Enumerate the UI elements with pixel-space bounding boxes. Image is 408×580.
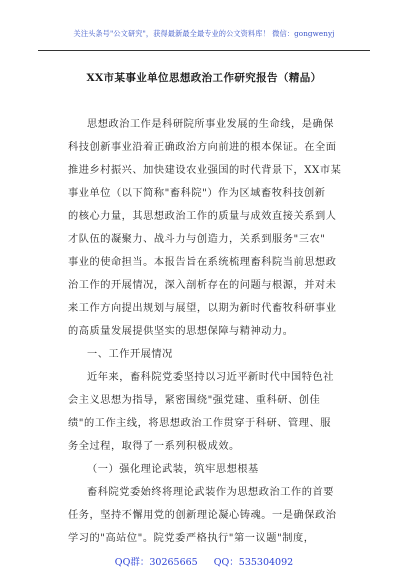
body-line: 来工作方向提出规划与展望，以期为新时代畜牧科研事业 xyxy=(68,303,337,314)
body-line: 科技创新事业沿着正确政治方向前进的根本保证。在全面 xyxy=(68,142,337,153)
body-line: 任务，坚持不懈用党的创新理论凝心铸魂。一是确保政治 xyxy=(68,510,337,521)
body-line: 近年来，畜科院党委坚持以习近平新时代中国特色社 xyxy=(87,372,334,383)
body-line: 才队伍的凝聚力、战斗力与创造力，关系到服务"三农" xyxy=(68,234,326,245)
document-title: XX市某事业单位思想政治工作研究报告（精品） xyxy=(86,72,322,84)
body-line: 治工作的开展情况，深入剖析存在的问题与根源，并对未 xyxy=(68,280,337,291)
body-line: 务全过程，取得了一系列积极成效。 xyxy=(68,441,240,452)
section-heading: 一、工作开展情况 xyxy=(87,349,173,360)
body-line: 事业单位（以下简称"畜科院"）作为区域畜牧科技创新 xyxy=(68,188,326,199)
subsection-heading: （一）强化理论武装，筑牢思想根基 xyxy=(87,464,259,475)
footer-qq-number: QQ：535304092 xyxy=(213,557,294,568)
body-line: 的高质量发展提供坚实的思想保障与精神动力。 xyxy=(68,326,294,337)
header-divider xyxy=(38,50,370,51)
footer-qq-group: QQ群：30265665 xyxy=(114,557,198,568)
body-line: 会主义思想为指导，紧密围绕"强党建、重科研、创佳 xyxy=(68,395,321,406)
body-line: 事业的使命担当。本报告旨在系统梳理畜科院当前思想政 xyxy=(68,257,337,268)
header-promo-note: 关注头条号"公文研究"，获得最新最全最专业的公文资料库！ 微信：gongwenyj xyxy=(73,29,335,38)
body-line: 学习的"高站位"。院党委严格执行"第一议题"制度， xyxy=(68,533,315,544)
footer-contact xyxy=(0,557,408,569)
body-line: 推进乡村振兴、加快建设农业强国的时代背景下，XX市某 xyxy=(68,165,342,176)
body-line: 思想政治工作是科研院所事业发展的生命线，是确保 xyxy=(87,119,334,130)
body-line: 绩"的工作主线，将思想政治工作贯穿于科研、管理、服 xyxy=(68,418,331,429)
body-line: 畜科院党委始终将理论武装作为思想政治工作的首要 xyxy=(87,487,334,498)
body-line: 的核心力量，其思想政治工作的质量与成效直接关系到人 xyxy=(68,211,337,222)
